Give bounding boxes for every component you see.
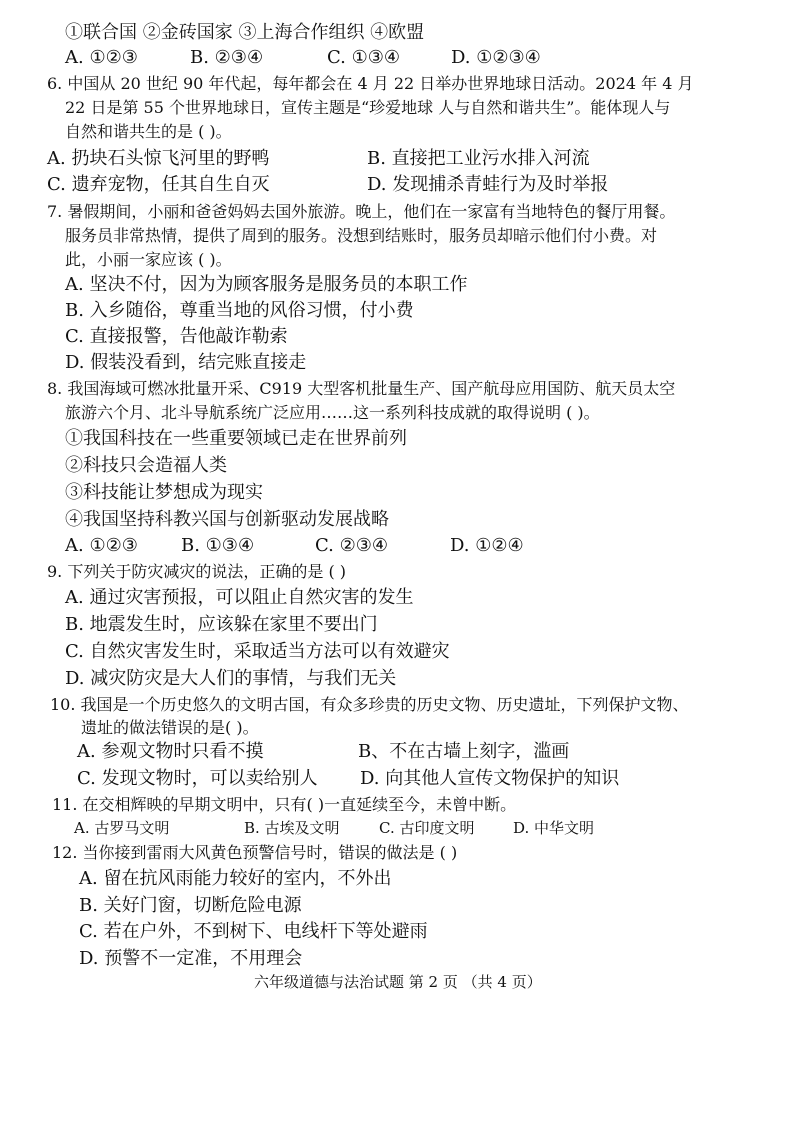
q10-option-a: A. 参观文物时只看不摸 [77,741,264,762]
q5-option-d: D. ①②③④ [451,47,541,68]
q9-option-b: B. 地震发生时，应该躲在家里不要出门 [65,614,378,635]
q11-option-d: D. 中华文明 [513,819,595,837]
q11-stem-line: 11. 在交相辉映的早期文明中，只有( )一直延续至今，未曾中断。 [52,795,517,814]
q6-option-b: B. 直接把工业污水排入河流 [367,148,590,169]
q12-option-c: C. 若在户外，不到树下、电线杆下等处避雨 [79,921,428,942]
q7-stem-line: 7. 暑假期间，小丽和爸爸妈妈去国外旅游。晚上，他们在一家富有当地特色的餐厅用餐。 [47,202,676,221]
q7-stem-line: 服务员非常热情，提供了周到的服务。没想到结账时，服务员却暗示他们付小费。对 [65,226,658,245]
q10-option-b: B、不在古墙上刻字，滥画 [358,741,570,762]
q8-item: ②科技只会造福人类 [65,455,227,476]
q5-option-b: B. ②③④ [190,47,264,68]
q10-stem-line: 10. 我国是一个历史悠久的文明古国，有众多珍贵的历史文物、历史遗址，下列保护文物、 [50,695,689,714]
q9-option-c: C. 自然灾害发生时，采取适当方法可以有效避灾 [65,641,450,662]
q7-option-c: C. 直接报警，告他敲诈勒索 [65,326,288,347]
q5-option-a: A. ①②③ [65,47,138,68]
q5-items: ①联合国 ②金砖国家 ③上海合作组织 ④欧盟 [65,22,425,43]
q7-option-d: D. 假装没看到，结完账直接走 [65,352,307,373]
q10-option-d: D. 向其他人宣传文物保护的知识 [360,768,620,789]
q8-option-a: A. ①②③ [65,535,138,556]
q8-item: ④我国坚持科教兴国与创新驱动发展战略 [65,509,389,530]
q8-option-b: B. ①③④ [181,535,255,556]
q7-option-b: B. 入乡随俗，尊重当地的风俗习惯，付小费 [65,300,414,321]
q6-stem-line: 22 日是第 55 个世界地球日，宣传主题是“珍爱地球 人与自然和谐共生”。能体现人与 [65,98,671,117]
q8-item: ③科技能让梦想成为现实 [65,482,263,503]
q12-stem-line: 12. 当你接到雷雨大风黄色预警信号时，错误的做法是 ( ) [52,843,458,862]
q6-stem-line: 自然和谐共生的是 ( )。 [65,122,232,141]
q11-option-c: C. 古印度文明 [379,819,475,837]
q9-option-a: A. 通过灾害预报，可以阻止自然灾害的发生 [65,587,414,608]
q11-option-a: A. 古罗马文明 [74,819,170,837]
q8-option-c: C. ②③④ [315,535,388,556]
q7-option-a: A. 坚决不付，因为为顾客服务是服务员的本职工作 [65,274,468,295]
q12-option-b: B. 关好门窗，切断危险电源 [79,895,302,916]
q9-stem-line: 9. 下列关于防灾减灾的说法，正确的是 ( ) [47,562,347,581]
q7-stem-line: 此，小丽一家应该 ( )。 [65,250,232,269]
q9-option-d: D. 减灾防灾是大人们的事情，与我们无关 [65,668,397,689]
q5-option-c: C. ①③④ [327,47,400,68]
q8-option-d: D. ①②④ [450,535,524,556]
q8-stem-line: 8. 我国海域可燃冰批量开采、C919 大型客机批量生产、国产航母应用国防、航天员太空 [47,379,676,398]
q8-stem-line: 旅游六个月、北斗导航系统广泛应用……这一系列科技成就的取得说明 ( )。 [65,403,600,422]
q6-option-a: A. 扔块石头惊飞河里的野鸭 [47,148,270,169]
page-footer: 六年级道德与法治试题 第 2 页 （共 4 页） [254,973,542,991]
q10-stem-line: 遗址的做法错误的是( )。 [81,718,259,737]
q6-option-d: D. 发现捕杀青蛙行为及时举报 [367,174,609,195]
q12-option-d: D. 预警不一定准，不用理会 [79,948,303,969]
q8-item: ①我国科技在一些重要领域已走在世界前列 [65,428,407,449]
q12-option-a: A. 留在抗风雨能力较好的室内，不外出 [79,868,392,889]
q10-option-c: C. 发现文物时，可以卖给别人 [77,768,318,789]
q6-stem-line: 6. 中国从 20 世纪 90 年代起，每年都会在 4 月 22 日举办世界地球日活动。2024 年 4 月 [47,74,694,93]
q6-option-c: C. 遗弃宠物，任其自生自灭 [47,174,270,195]
q11-option-b: B. 古埃及文明 [244,819,340,837]
